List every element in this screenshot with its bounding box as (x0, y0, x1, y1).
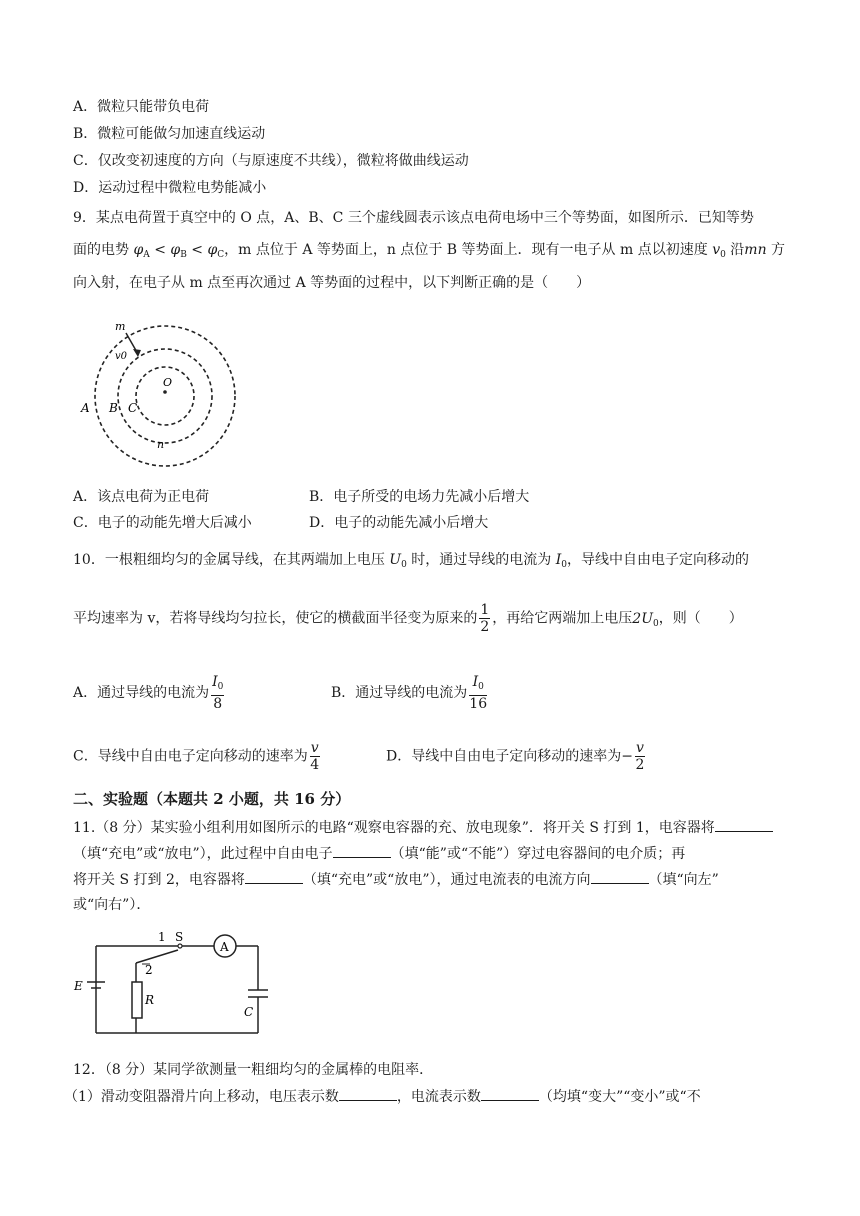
q9-option-d: D．电子的动能先减小后增大 (309, 515, 489, 531)
q10-option-d: D．导线中自由电子定向移动的速率为− $\frac{v}{2}$ (386, 740, 645, 773)
point-o (163, 390, 167, 394)
q9-stem-line3: 向入射，在电子从 m 点至再次通过 A 等势面的过程中，以下判断正确的是（ ） (73, 275, 591, 291)
q8-option-a: A．微粒只能带负电荷 (73, 99, 210, 115)
switch-contact-2: 2 (145, 963, 153, 977)
q11-stem-line2: （填“充电”或“放电”），此过程中自由电子 （填“能”或“不能”）穿过电容器间的电介质；再 (73, 843, 685, 864)
q11-stem-line4: 或“向右”）． (73, 897, 151, 913)
label-o: O (163, 376, 173, 389)
q10-option-c: C．导线中自由电子定向移动的速率为 $\frac{v}{4}$ (73, 740, 320, 773)
label-e: E (74, 979, 83, 993)
label-b: B (109, 401, 118, 415)
q11-stem-line3: 将开关 S 打到 2，电容器将 （填“充电”或“放电”），通过电流表的电流方向 （填“向左” (73, 869, 719, 890)
q10-stem-line2: 平均速率为 v，若将导线均匀拉长，使它的横截面半径变为原来的 $\frac{1}{2}$ ，再给它两端加上电压$2U_0$，则（ ） (73, 602, 743, 635)
label-c: C (128, 401, 138, 415)
q10-stem-line1: 10．一根粗细均匀的金属导线，在其两端加上电压 $U_0$ 时，通过导线的电流为 $I_0$，导线中自由电子定向移动的 (73, 552, 749, 570)
q10-option-a: A．通过导线的电流为 $\frac{I_0}{8}$ (73, 674, 224, 712)
q11-circuit-figure (70, 928, 270, 1040)
equipotential-circle-a (95, 326, 235, 466)
q9-stem-line2: 面的电势 $\varphi_A < \varphi_B < \varphi_C$，m 点位于 A 等势面上，n 点位于 B 等势面上．现有一电子从 m 点以初速度 $v_0$ 沿mn 方 (73, 242, 786, 260)
label-capacitor-c: C (244, 1005, 254, 1019)
q10-option-b: B．通过导线的电流为 $\frac{I_0}{16}$ (331, 674, 488, 712)
ammeter-label: A (220, 940, 229, 954)
q8-option-b: B．微粒可能做匀加速直线运动 (73, 126, 266, 142)
q11-stem-line1: 11.（8 分）某实验小组利用如图所示的电路“观察电容器的充、放电现象”．将开关 S 打到 1，电容器将 (73, 817, 773, 838)
fraction-half: $\frac{1}{2}$ (480, 602, 490, 635)
section-2-title: 二、实验题（本题共 2 小题，共 16 分） (73, 790, 351, 808)
q9-option-b: B．电子所受的电场力先减小后增大 (309, 489, 530, 505)
q8-option-c: C．仅改变初速度的方向（与原速度不共线），微粒将做曲线运动 (73, 153, 469, 169)
q8-option-d: D．运动过程中微粒电势能减小 (73, 180, 267, 196)
label-r: R (145, 993, 155, 1007)
switch-contact-1: 1 (158, 930, 166, 944)
label-n: n (157, 438, 165, 451)
label-m: m (115, 320, 126, 333)
label-a: A (81, 401, 90, 415)
q12-part1: （1）滑动变阻器滑片向上移动，电压表示数 ，电流表示数 （均填“变大”“变小”或“不 (64, 1086, 701, 1107)
q9-option-c: C．电子的动能先增大后减小 (73, 515, 252, 531)
q9-equipotential-figure (75, 312, 260, 482)
q12-stem-line1: 12．（8 分）某同学欲测量一粗细均匀的金属棒的电阻率． (73, 1062, 434, 1078)
label-switch-s: S (175, 930, 184, 944)
label-v0: v0 (115, 351, 128, 362)
q9-stem-line1: 9．某点电荷置于真空中的 O 点，A、B、C 三个虚线圆表示该点电荷电场中三个等势面，如图所示．已知等势 (73, 210, 754, 226)
equipotential-circle-b (118, 349, 212, 443)
q9-option-a: A．该点电荷为正电荷 (73, 489, 210, 505)
